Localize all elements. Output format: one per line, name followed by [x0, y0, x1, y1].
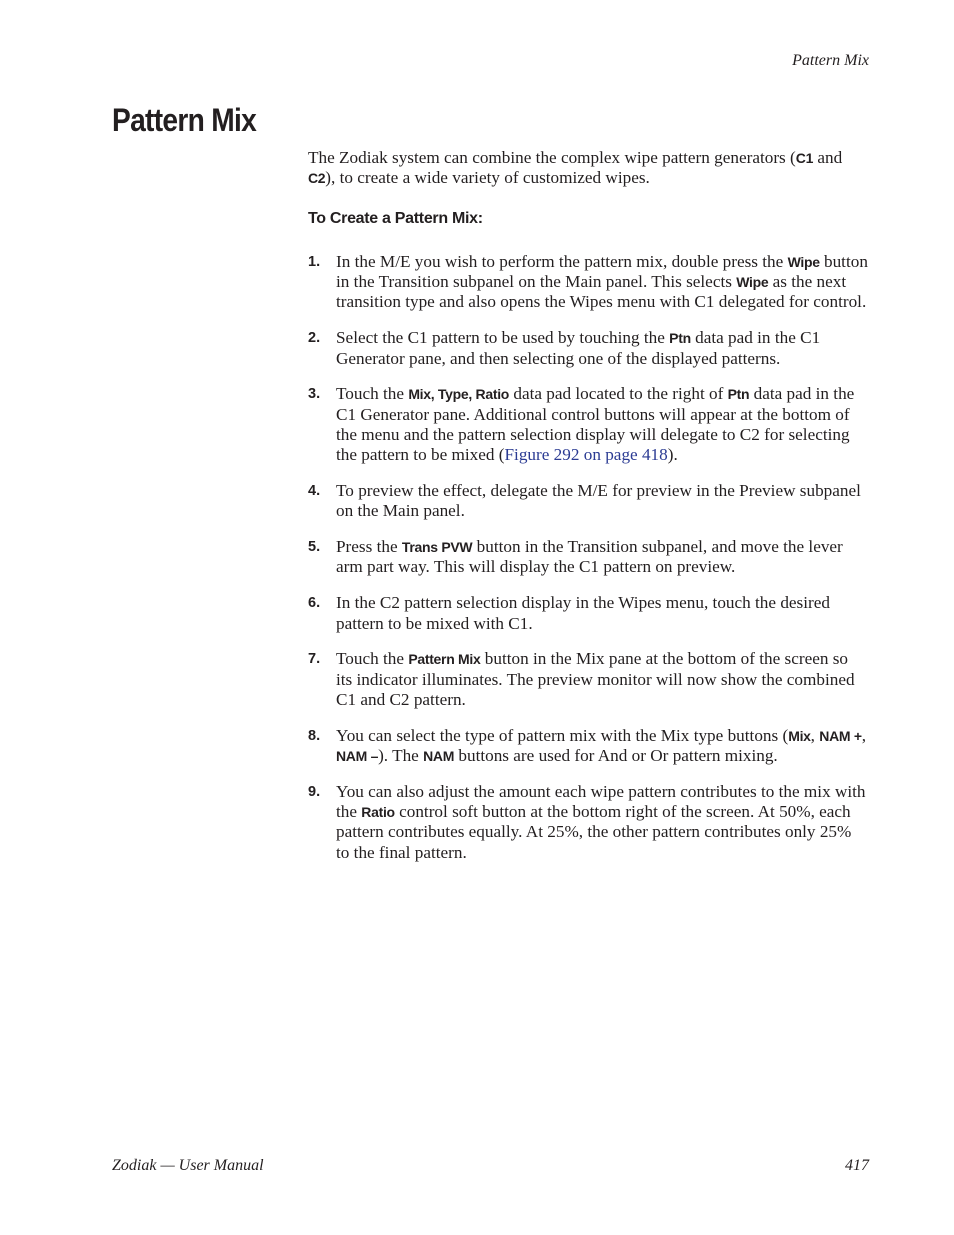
page-title: Pattern Mix: [112, 102, 257, 138]
step-text: data pad located to the right of: [509, 384, 728, 404]
step-number: 4.: [308, 483, 321, 500]
ui-term-ptn: Ptn: [727, 386, 750, 403]
step-number: 7.: [308, 651, 321, 668]
step-text: Press the: [336, 537, 402, 557]
footer-manual-title: Zodiak — User Manual: [112, 1157, 264, 1174]
step-7: [308, 649, 868, 710]
page-number: 417: [845, 1157, 869, 1174]
intro-text: ), to create a wide variety of customized wipes.: [325, 168, 650, 188]
ui-term-wipe: Wipe: [787, 253, 820, 270]
step-5: [308, 537, 868, 578]
ui-term-nam-plus: NAM +: [819, 727, 862, 744]
step-text: data pad in the C1 Generator pane, and then selecting one of the displayed patterns.: [336, 328, 821, 368]
step-text: You can select the type of pattern mix with the Mix type buttons (: [336, 725, 789, 745]
step-number: 5.: [308, 539, 321, 556]
running-head: Pattern Mix: [792, 52, 869, 69]
step-text: button in the Mix pane at the bottom of the screen so its indicator illuminates. The preview monitor will now show the combined C1 and C2 pattern.: [336, 649, 855, 709]
intro-text: and: [813, 148, 843, 167]
step-3: [308, 384, 868, 465]
step-1: [308, 252, 868, 313]
step-text: ). The: [378, 746, 424, 766]
step-number: 9.: [308, 783, 321, 800]
step-text: Touch the: [336, 649, 409, 669]
ui-term-pattern-mix: Pattern Mix: [408, 651, 481, 668]
step-number: 1.: [308, 253, 321, 270]
step-text: To preview the effect, delegate the M/E for preview in the Preview subpanel on the Main panel.: [336, 481, 861, 521]
step-8: [308, 726, 868, 767]
step-text: buttons are used for And or Or pattern mixing.: [454, 746, 778, 766]
step-text: ,: [861, 725, 867, 745]
ui-term-ratio: Ratio: [361, 804, 395, 821]
step-text: In the C2 pattern selection display in the Wipes menu, touch the desired pattern to be mixed with C1.: [336, 593, 830, 633]
step-4: [308, 481, 868, 522]
step-text: as the next transition type and also opens the Wipes menu with C1 delegated for control.: [336, 272, 867, 312]
step-9: [308, 782, 868, 863]
step-number: 3.: [308, 386, 321, 403]
procedure-heading: To Create a Pattern Mix:: [308, 209, 483, 227]
step-6: [308, 593, 868, 634]
step-number: 8.: [308, 727, 321, 744]
content-column: [308, 148, 868, 879]
step-text: button in the Transition subpanel on the Main panel. This selects: [336, 251, 868, 292]
procedure-steps: [308, 252, 868, 863]
ui-term-ptn: Ptn: [669, 330, 691, 347]
step-text: ,: [810, 725, 820, 745]
step-text: You can also adjust the amount each wipe pattern contributes to the mix with the: [336, 781, 866, 822]
step-text: Touch the: [336, 384, 409, 404]
ui-term-mix: Mix: [788, 727, 811, 744]
ui-term-wipe: Wipe: [736, 274, 769, 291]
step-text: button in the Transition subpanel, and move the lever arm part way. This will display the C1 pattern on preview.: [336, 537, 843, 577]
intro-paragraph: [308, 148, 868, 189]
ui-term-mix-type-ratio: Mix, Type, Ratio: [408, 386, 510, 403]
step-2: [308, 328, 868, 369]
intro-text: The Zodiak system can combine the complex wipe pattern generators (: [308, 148, 796, 167]
ui-term-c2: C2: [308, 170, 326, 187]
step-text: control soft button at the bottom right of the screen. At 50%, each pattern contributes equally. At 25%, the other pattern contributes only 25% to the final pattern.: [336, 802, 852, 862]
step-number: 2.: [308, 330, 321, 347]
figure-cross-reference-link[interactable]: Figure 292 on page 418: [504, 445, 668, 465]
step-text: Select the C1 pattern to be used by touching the: [336, 328, 670, 348]
step-text: In the M/E you wish to perform the pattern mix, double press the: [336, 251, 788, 271]
step-text: data pad in the C1 Generator pane. Additional control buttons will appear at the bottom of the menu and the pattern selection display will delegate to C2 for selecting the pattern to be mixed (: [336, 384, 855, 465]
ui-term-trans-pvw: Trans PVW: [401, 539, 473, 556]
ui-term-c1: C1: [795, 150, 814, 166]
ui-term-nam-minus: NAM –: [336, 748, 379, 765]
step-text: ).: [667, 445, 678, 465]
ui-term-nam: NAM: [423, 748, 455, 765]
step-number: 6.: [308, 595, 321, 612]
